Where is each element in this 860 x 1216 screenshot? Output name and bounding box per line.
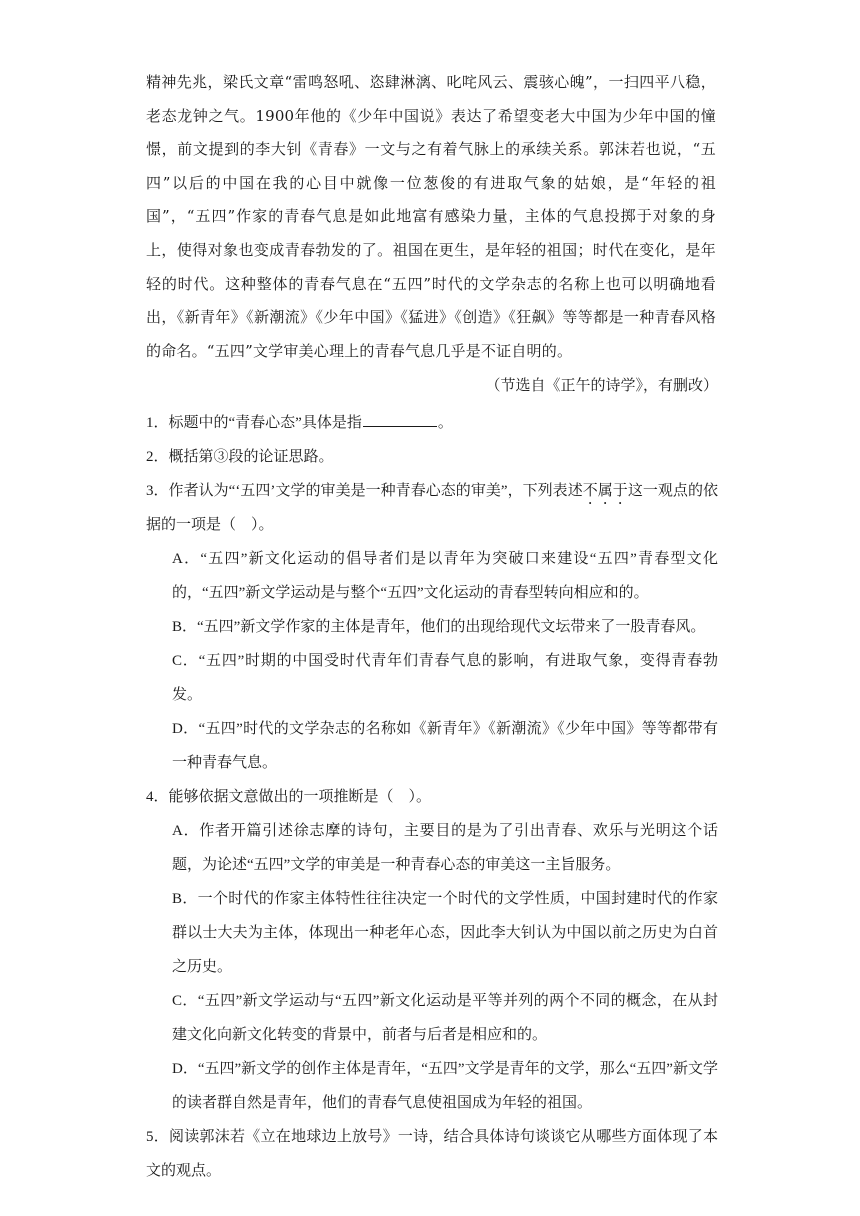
question-4-option-c[interactable]: C．“五四”新文学运动与“五四”新文化运动是平等并列的两个不同的概念，在从封建文化向新文化转变的背景中，前者与后者是相应和的。 <box>172 993 718 1043</box>
question-3-text-end: 这一观点的依据的一项是（ ）。 <box>146 483 718 533</box>
question-1 <box>146 406 718 440</box>
question-1-text: 1．标题中的“青春心态”具体是指 <box>146 415 362 431</box>
question-list <box>146 406 718 1188</box>
question-4-option-d[interactable]: D．“五四”新文学的创作主体是青年，“五四”文学是青年的文学，那么“五四”新文学的读者群自然是青年，他们的青春气息使祖国成为年轻的祖国。 <box>172 1061 718 1111</box>
question-3-option-d[interactable]: D．“五四”时代的文学杂志的名称如《新青年》《新潮流》《少年中国》等等都带有一种青春气息。 <box>172 721 718 771</box>
question-1-end: 。 <box>437 415 453 431</box>
question-3 <box>146 474 718 542</box>
question-3-option-b[interactable]: B．“五四”新文学作家的主体是青年，他们的出现给现代文坛带来了一股青春风。 <box>172 619 706 635</box>
question-3-text: 3．作者认为“‘五四’文学的审美是一种青春心态的审美”，下列表述 <box>146 483 583 499</box>
question-3-emphasis: 不属于 <box>582 483 628 499</box>
passage-paragraph: 精神先兆，梁氏文章“雷鸣怒吼、恣肆淋漓、叱咤风云、震骇心魄”，一扫四平八稳，老态龙钟之气。1900年他的《少年中国说》表达了希望变老大中国为少年中国的憧憬，前文提到的李大钊《青春》一文与之有着气脉上的承续关系。郭沫若也说，“五四”以后的中国在我的心目中就像一位葱俊的有进取气象的姑娘，是“年轻的祖国”，“五四”作家的青春气息是如此地富有感染力量，主体的气息投掷于对象的身上，使得对象也变成青春勃发的了。祖国在更生，是年轻的祖国；时代在变化，是年轻的时代。这种整体的青春气息在“五四”时代的文学杂志的名称上也可以明确地看出，《新青年》《新潮流》《少年中国》《猛进》《创造》《狂飙》等等都是一种青春风格的命名。“五四”文学审美心理上的青春气息几乎是不证自明的。 <box>146 73 716 360</box>
question-3-option-a[interactable]: A．“五四”新文化运动的倡导者们是以青年为突破口来建设“五四”青春型文化的，“五四”新文学运动是与整个“五四”文化运动的青春型转向相应和的。 <box>172 551 718 601</box>
question-2: 2．概括第③段的论证思路。 <box>146 449 334 465</box>
question-3-option-c[interactable]: C．“五四”时期的中国受时代青年们青春气息的影响，有进取气象，变得青春勃发。 <box>172 653 718 703</box>
question-4: 4．能够依据文意做出的一项推断是（ ）。 <box>146 789 432 805</box>
source-citation: （节选自《正午的诗学》，有删改） <box>485 376 718 394</box>
question-4-option-b[interactable]: B．一个时代的作家主体特性往往决定一个时代的文学性质，中国封建时代的作家群以士大夫为主体，体现出一种老年心态，因此李大钊认为中国以前之历史为白首之历史。 <box>172 891 718 975</box>
question-5: 5．阅读郭沫若《立在地球边上放号》一诗，结合具体诗句谈谈它从哪些方面体现了本文的观点。 <box>146 1129 718 1179</box>
question-4-option-a[interactable]: A．作者开篇引述徐志摩的诗句，主要目的是为了引出青春、欢乐与光明这个话题，为论述“五四”文学的审美是一种青春心态的审美这一主旨服务。 <box>172 823 718 873</box>
answer-blank[interactable] <box>363 412 437 427</box>
